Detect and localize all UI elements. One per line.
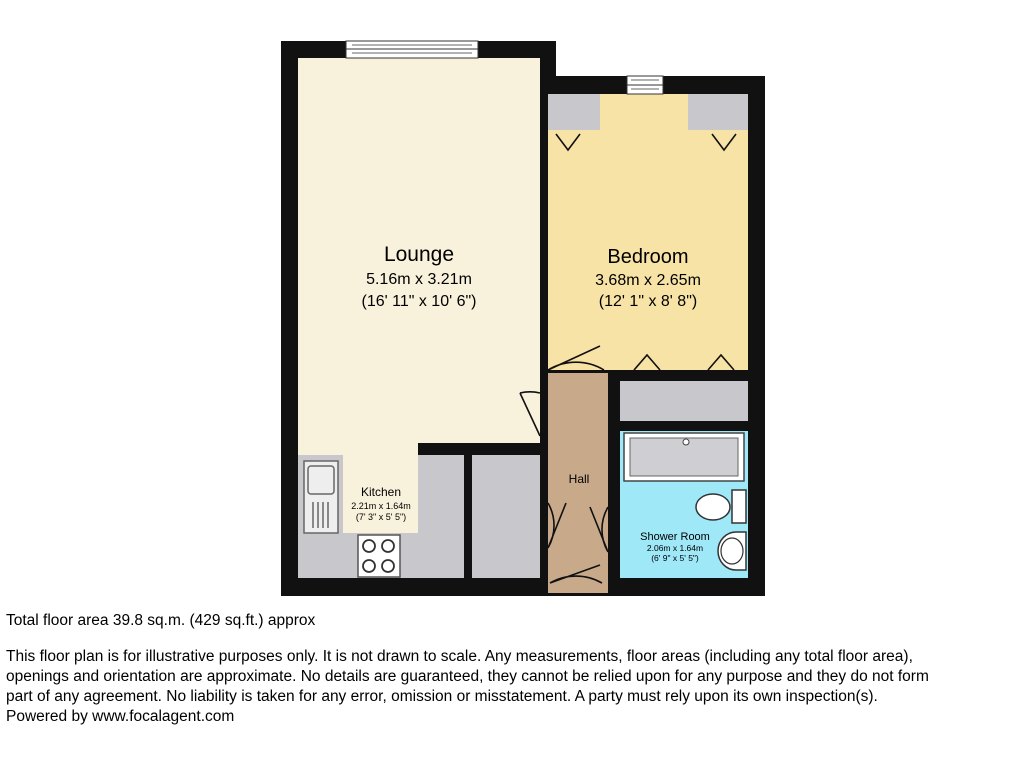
bedroom-window — [627, 76, 663, 94]
wardrobe-bottom — [620, 381, 748, 421]
wardrobe-left — [548, 94, 600, 130]
disclaimer-line: part of any agreement. No liability is taken for any error, omission or misstatement. A party must rely upon its own inspection(s). — [6, 688, 878, 705]
bedroom-size-imperial: (12' 1" x 8' 8") — [598, 293, 698, 310]
wardrobe-right — [688, 94, 748, 130]
shower-room-name: Shower Room — [640, 531, 710, 543]
kitchen-size-metric: 2.21m x 1.64m — [351, 501, 411, 511]
powered-by-line: Powered by www.focalagent.com — [6, 708, 235, 725]
lounge-size-imperial: (16' 11" x 10' 6") — [361, 293, 477, 310]
kitchen-sink — [304, 461, 338, 533]
bedroom-label — [595, 246, 701, 310]
kitchen-size-imperial: (7' 3" x 5' 5") — [355, 512, 407, 522]
basin-icon — [718, 532, 746, 570]
disclaimer-line: This floor plan is for illustrative purposes only. It is not drawn to scale. Any measurements, floor areas (including any total floor area), — [6, 648, 913, 665]
lounge-name: Lounge — [383, 243, 455, 266]
kitchen-name: Kitchen — [360, 485, 402, 499]
bedroom-size-metric: 3.68m x 2.65m — [595, 272, 701, 289]
shower-tray — [624, 433, 744, 481]
total-floor-area: Total floor area 39.8 sq.m. (429 sq.ft.) approx — [6, 612, 316, 629]
bedroom-name: Bedroom — [607, 246, 689, 268]
hob-icon — [358, 535, 400, 577]
disclaimer — [6, 647, 1024, 727]
lounge-window — [346, 41, 478, 58]
shower-room-size-metric: 2.06m x 1.64m — [646, 543, 704, 553]
disclaimer-line: openings and orientation are approximate. No details are guaranteed, they cannot be relied upon for any purpose and they do not form — [6, 668, 929, 685]
shower-room-size-imperial: (6' 9" x 5' 5") — [651, 553, 699, 563]
lounge-size-metric: 5.16m x 3.21m — [366, 271, 472, 288]
hall-label: Hall — [568, 472, 590, 486]
storage-cupboard — [472, 455, 540, 578]
